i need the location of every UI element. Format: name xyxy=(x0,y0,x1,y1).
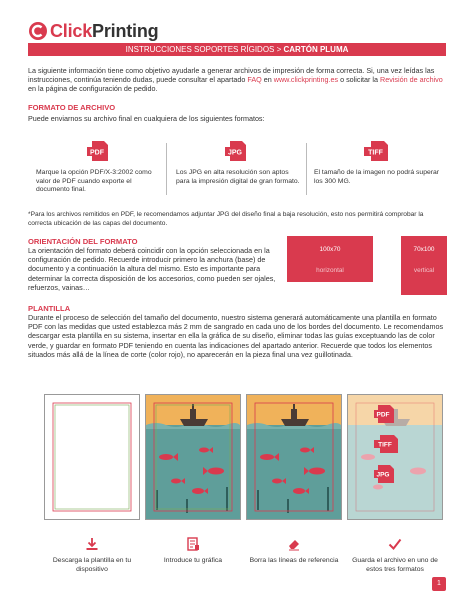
svg-text:TIFF: TIFF xyxy=(368,149,383,157)
template-paragraph: Durante el proceso de selección del tamaño del documento, nuestro sistema generará automáticamente una plantilla en formato PDF con las medidas que usted establezca más 2 mm de sangrado en cada uno de los bordes del documento. Le recomendamos descargar esta plantilla en su sistema, insertar en ella la gráfica de su diseño, eliminar todas las guías exceptuando las de color verde, y guardar en formato PDF teniendo en cuenta las indicaciones del apartado anterior. Recuerde que todos los elementos situados más allá de la línea de corte (color rojo), no aparecerán en la pieza final una vez guillotinada. xyxy=(28,313,444,359)
svg-text:PDF: PDF xyxy=(376,411,390,419)
template-panel-clean xyxy=(246,394,342,520)
logo-text: ClickPrinting xyxy=(50,20,159,41)
svg-text:TIFF: TIFF xyxy=(378,441,392,449)
template-panel-graphic xyxy=(145,394,241,520)
format-jpg-text: Los JPG en alta resolución son aptos para la impresión digital de gran formato. xyxy=(176,169,300,185)
intro-paragraph: La siguiente información tiene como objetivo ayudarle a generar archivos de impresión de forma correcta. Si, una vez leídas las instrucciones, continúa teniendo dudas, puede consultar el apartado FAQ en www.clickprinting.es o solicitar la Revisión de archivo en la página de configuración de pedido. xyxy=(28,66,443,94)
website-link[interactable]: www.clickprinting.es xyxy=(273,75,339,85)
vertical-format-sample xyxy=(401,236,447,295)
file-format-heading: FORMATO DE ARCHIVO xyxy=(28,103,116,112)
clean-graphic-illustration xyxy=(247,395,341,519)
divider xyxy=(306,143,307,195)
jpg-file-icon xyxy=(224,141,248,161)
page-number: 1 xyxy=(432,577,446,591)
clickprinting-logo xyxy=(28,18,158,44)
file-review-link[interactable]: Revisión de archivo xyxy=(380,75,443,85)
format-item-tiff xyxy=(308,141,448,198)
insert-graphic-icon xyxy=(186,537,200,551)
orientation-heading: ORIENTACIÓN DEL FORMATO xyxy=(28,237,138,246)
format-export-illustration xyxy=(348,395,442,519)
step-erase-text: Borra las líneas de referencia xyxy=(249,557,339,564)
format-item-jpg xyxy=(168,141,303,198)
eraser-icon xyxy=(287,537,301,551)
template-panel-formats xyxy=(347,394,443,520)
save-check-icon xyxy=(388,537,402,551)
download-icon xyxy=(85,537,99,551)
section-banner xyxy=(28,43,446,56)
svg-text:PDF: PDF xyxy=(90,149,104,157)
banner-breadcrumb: INSTRUCCIONES SOPORTES RÍGIDOS > xyxy=(125,45,284,54)
pdf-note: *Para los archivos remitidos en PDF, le recomendamos adjuntar JPG del diseño final a baja resolución, esto nos permitirá comprobar la correcta ubicación de las capas del documento. xyxy=(28,211,424,227)
horizontal-dimensions: 100x70 xyxy=(319,246,341,253)
step-download-text: Descarga la plantilla en tu dispositivo xyxy=(52,557,132,573)
template-heading: PLANTILLA xyxy=(28,304,71,313)
format-pdf-text: Marque la opción PDF/X-3:2002 como valor de PDF cuando exporte el documento final. xyxy=(36,169,152,193)
orientation-paragraph: La orientación del formato deberá coincidir con la opción seleccionada en la configuración de pedido. Recuerde introducir primero la anchura (base) de documento y a continuación la altura del mismo. Esto es importante para determinar la correcta disposición de los accesorios, como pueden ser ojales, refuerzos, vainas… xyxy=(28,246,276,292)
horizontal-label: horizontal xyxy=(316,267,344,274)
format-item-pdf xyxy=(28,141,163,198)
svg-text:JPG: JPG xyxy=(227,149,243,157)
horizontal-format-sample xyxy=(287,236,373,282)
banner-title: CARTÓN PLUMA xyxy=(283,45,349,54)
faq-link[interactable]: FAQ xyxy=(247,75,262,85)
file-format-lead: Puede enviarnos su archivo final en cualquiera de los siguientes formatos: xyxy=(28,114,265,123)
divider xyxy=(166,143,167,195)
svg-text:JPG: JPG xyxy=(376,471,390,479)
graphic-illustration xyxy=(146,395,240,519)
step-insert-text: Introduce tu gráfica xyxy=(163,557,223,564)
tiff-file-icon xyxy=(364,141,390,161)
step-save-text: Guarda el archivo en uno de estos tres formatos xyxy=(352,557,438,573)
pdf-file-icon xyxy=(86,141,110,161)
vertical-dimensions: 70x100 xyxy=(413,246,435,253)
logo-mark-icon xyxy=(28,21,48,41)
template-panel-blank xyxy=(44,394,140,520)
blank-template-illustration xyxy=(45,395,139,519)
vertical-label: vertical xyxy=(413,267,435,274)
format-tiff-text: El tamaño de la imagen no podrá superar los 300 MG. xyxy=(314,169,440,185)
